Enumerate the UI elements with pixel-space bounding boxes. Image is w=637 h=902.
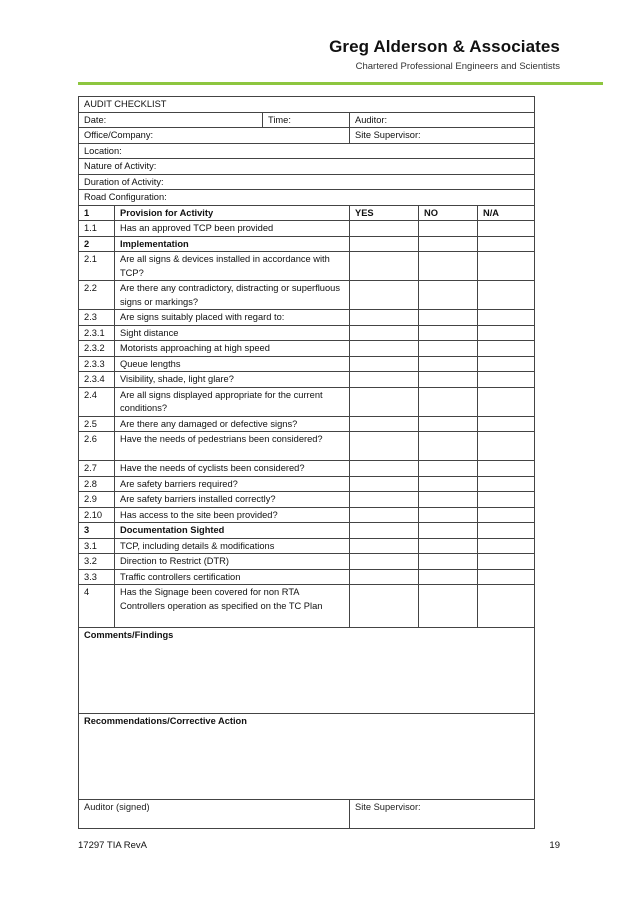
no-cell[interactable] <box>419 554 478 570</box>
no-cell[interactable] <box>419 221 478 237</box>
item-number: 2.6 <box>79 432 115 461</box>
checklist-row <box>79 281 535 310</box>
no-cell[interactable] <box>419 492 478 508</box>
item-text: Have the needs of cyclists been considered? <box>115 461 350 477</box>
item-number: 2.8 <box>79 476 115 492</box>
checklist-row <box>79 461 535 477</box>
section-number: 1 <box>79 205 115 221</box>
comments-row <box>79 628 535 714</box>
na-cell <box>478 523 535 539</box>
na-cell[interactable] <box>478 372 535 388</box>
document-reference: 17297 TIA RevA <box>78 840 148 851</box>
na-cell[interactable] <box>478 569 535 585</box>
item-number: 3.1 <box>79 538 115 554</box>
item-number: 2.3 <box>79 310 115 326</box>
item-number: 2.1 <box>79 252 115 281</box>
header-divider <box>78 82 603 85</box>
no-cell[interactable] <box>419 507 478 523</box>
checklist-row <box>79 432 535 461</box>
no-cell[interactable] <box>419 569 478 585</box>
no-cell[interactable] <box>419 476 478 492</box>
item-text: Are safety barriers installed correctly? <box>115 492 350 508</box>
no-cell[interactable] <box>419 310 478 326</box>
item-text: Has an approved TCP been provided <box>115 221 350 237</box>
yes-cell[interactable] <box>350 507 419 523</box>
nature-of-activity-field[interactable]: Nature of Activity: <box>79 159 535 175</box>
checklist-row <box>79 585 535 628</box>
checklist-row <box>79 325 535 341</box>
road-configuration-field[interactable]: Road Configuration: <box>79 190 535 206</box>
item-number: 2.3.4 <box>79 372 115 388</box>
na-cell[interactable] <box>478 585 535 628</box>
item-number: 2.3.2 <box>79 341 115 357</box>
item-number: 2.7 <box>79 461 115 477</box>
yes-cell <box>350 236 419 252</box>
office-row <box>79 128 535 144</box>
yes-cell[interactable] <box>350 252 419 281</box>
na-cell[interactable] <box>478 252 535 281</box>
yes-cell[interactable] <box>350 569 419 585</box>
checklist-row <box>79 554 535 570</box>
item-text: Are all signs displayed appropriate for the current conditions? <box>115 387 350 416</box>
item-text: Are all signs & devices installed in accordance with TCP? <box>115 252 350 281</box>
checklist-row <box>79 387 535 416</box>
yes-cell[interactable] <box>350 221 419 237</box>
checklist-row <box>79 252 535 281</box>
no-cell[interactable] <box>419 461 478 477</box>
section-heading: Implementation <box>115 236 350 252</box>
auditor-signature-field[interactable]: Auditor (signed) <box>79 800 350 829</box>
na-cell[interactable] <box>478 387 535 416</box>
na-cell[interactable] <box>478 538 535 554</box>
recommendations-field[interactable]: Recommendations/Corrective Action <box>79 714 535 800</box>
item-text: Sight distance <box>115 325 350 341</box>
checklist-row <box>79 372 535 388</box>
item-text: Are there any contradictory, distracting or superfluous signs or markings? <box>115 281 350 310</box>
no-cell[interactable] <box>419 281 478 310</box>
auditor-field[interactable]: Auditor: <box>350 112 535 128</box>
checklist-row <box>79 569 535 585</box>
section-row <box>79 523 535 539</box>
na-cell[interactable] <box>478 461 535 477</box>
item-text: Are safety barriers required? <box>115 476 350 492</box>
section-number: 2 <box>79 236 115 252</box>
yes-cell[interactable] <box>350 341 419 357</box>
no-cell[interactable] <box>419 538 478 554</box>
na-cell[interactable] <box>478 507 535 523</box>
item-number: 2.5 <box>79 416 115 432</box>
section-heading: Documentation Sighted <box>115 523 350 539</box>
no-cell[interactable] <box>419 585 478 628</box>
item-number: 3.2 <box>79 554 115 570</box>
no-cell[interactable] <box>419 372 478 388</box>
signature-row <box>79 800 535 829</box>
supervisor-signature-field[interactable]: Site Supervisor: <box>350 800 535 829</box>
item-number: 2.10 <box>79 507 115 523</box>
no-cell[interactable] <box>419 432 478 461</box>
yes-cell[interactable] <box>350 432 419 461</box>
checklist-row <box>79 221 535 237</box>
na-cell[interactable] <box>478 356 535 372</box>
na-cell[interactable] <box>478 341 535 357</box>
checklist-row <box>79 310 535 326</box>
yes-column-header: YES <box>350 205 419 221</box>
company-name: Greg Alderson & Associates <box>329 37 560 56</box>
item-number: 2.9 <box>79 492 115 508</box>
yes-cell[interactable] <box>350 492 419 508</box>
yes-cell[interactable] <box>350 281 419 310</box>
yes-cell[interactable] <box>350 416 419 432</box>
item-text: Are there any damaged or defective signs? <box>115 416 350 432</box>
title-row <box>79 97 535 113</box>
yes-cell[interactable] <box>350 325 419 341</box>
checklist-row <box>79 341 535 357</box>
checklist-row <box>79 416 535 432</box>
section-row <box>79 236 535 252</box>
na-cell[interactable] <box>478 476 535 492</box>
comments-findings-field[interactable]: Comments/Findings <box>79 628 535 714</box>
audit-checklist-table <box>78 96 535 829</box>
na-cell <box>478 236 535 252</box>
item-number: 2.3.1 <box>79 325 115 341</box>
item-text: Direction to Restrict (DTR) <box>115 554 350 570</box>
checklist-row <box>79 507 535 523</box>
no-cell <box>419 236 478 252</box>
yes-cell <box>350 523 419 539</box>
item-number: 2.3.3 <box>79 356 115 372</box>
company-tagline: Chartered Professional Engineers and Scientists <box>355 61 560 72</box>
item-text: TCP, including details & modifications <box>115 538 350 554</box>
site-supervisor-field[interactable]: Site Supervisor: <box>350 128 535 144</box>
no-cell[interactable] <box>419 356 478 372</box>
na-cell[interactable] <box>478 281 535 310</box>
item-text: Are signs suitably placed with regard to: <box>115 310 350 326</box>
yes-cell[interactable] <box>350 538 419 554</box>
section-heading: Provision for Activity <box>115 205 350 221</box>
item-text: Queue lengths <box>115 356 350 372</box>
item-text: Traffic controllers certification <box>115 569 350 585</box>
item-text: Has the Signage been covered for non RTA Controllers operation as specified on the TC Plan <box>115 585 350 628</box>
item-number: 4 <box>79 585 115 628</box>
na-cell[interactable] <box>478 432 535 461</box>
checklist-row <box>79 492 535 508</box>
no-column-header: NO <box>419 205 478 221</box>
office-company-field[interactable]: Office/Company: <box>79 128 350 144</box>
na-cell[interactable] <box>478 325 535 341</box>
no-cell[interactable] <box>419 341 478 357</box>
duration-of-activity-field[interactable]: Duration of Activity: <box>79 174 535 190</box>
form-title: AUDIT CHECKLIST <box>79 97 535 113</box>
yes-cell[interactable] <box>350 554 419 570</box>
na-cell[interactable] <box>478 554 535 570</box>
no-cell[interactable] <box>419 416 478 432</box>
na-cell[interactable] <box>478 416 535 432</box>
section-number: 3 <box>79 523 115 539</box>
item-number: 2.2 <box>79 281 115 310</box>
na-cell[interactable] <box>478 492 535 508</box>
na-cell[interactable] <box>478 221 535 237</box>
checklist-row <box>79 538 535 554</box>
no-cell[interactable] <box>419 252 478 281</box>
item-text: Motorists approaching at high speed <box>115 341 350 357</box>
yes-cell[interactable] <box>350 372 419 388</box>
yes-cell[interactable] <box>350 387 419 416</box>
page-number: 19 <box>549 840 560 851</box>
item-text: Visibility, shade, light glare? <box>115 372 350 388</box>
column-header-row <box>79 205 535 221</box>
item-number: 1.1 <box>79 221 115 237</box>
date-time-row <box>79 112 535 128</box>
yes-cell[interactable] <box>350 356 419 372</box>
item-number: 2.4 <box>79 387 115 416</box>
location-field[interactable]: Location: <box>79 143 535 159</box>
yes-cell[interactable] <box>350 585 419 628</box>
item-number: 3.3 <box>79 569 115 585</box>
recommendations-row <box>79 714 535 800</box>
date-field[interactable]: Date: <box>79 112 263 128</box>
na-cell[interactable] <box>478 310 535 326</box>
item-text: Has access to the site been provided? <box>115 507 350 523</box>
yes-cell[interactable] <box>350 310 419 326</box>
no-cell <box>419 523 478 539</box>
yes-cell[interactable] <box>350 476 419 492</box>
checklist-row <box>79 356 535 372</box>
time-field[interactable]: Time: <box>263 112 350 128</box>
yes-cell[interactable] <box>350 461 419 477</box>
na-column-header: N/A <box>478 205 535 221</box>
item-text: Have the needs of pedestrians been considered? <box>115 432 350 461</box>
checklist-row <box>79 476 535 492</box>
no-cell[interactable] <box>419 387 478 416</box>
no-cell[interactable] <box>419 325 478 341</box>
